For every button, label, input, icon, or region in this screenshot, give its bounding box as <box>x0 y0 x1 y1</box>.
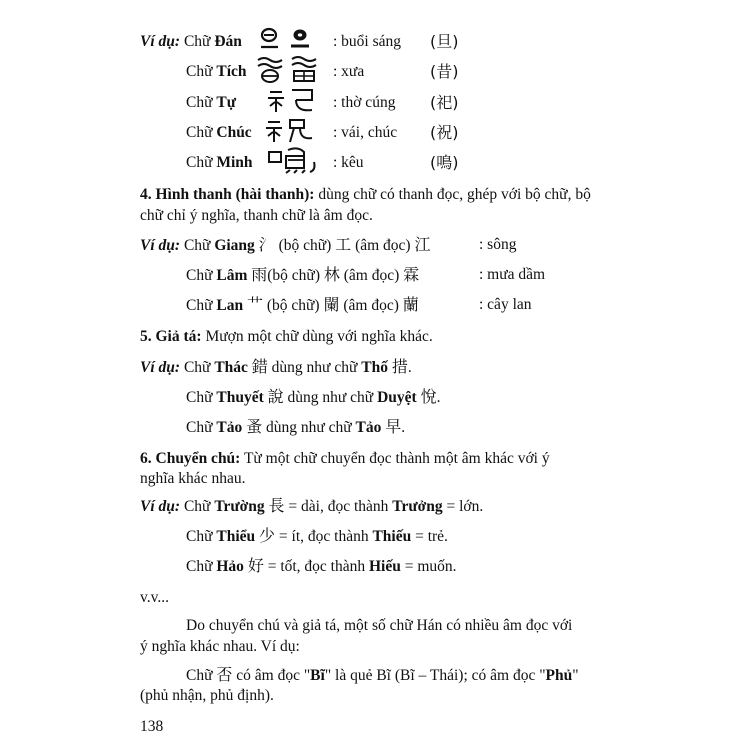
page-number: 138 <box>140 718 164 735</box>
section-4-line2: chữ chỉ ý nghĩa, thanh chữ là âm đọc. <box>140 207 373 224</box>
hanzi-tu: (祀) <box>430 93 459 112</box>
row-name: Tích <box>216 63 247 80</box>
section-6-line1 <box>140 449 550 469</box>
section-6-row-thieu <box>186 526 448 547</box>
row-name2: Thiếu <box>372 528 412 545</box>
meaning-tu: : thờ cúng <box>333 94 396 111</box>
row-prefix: Chữ <box>186 558 217 575</box>
row-char: 好 <box>247 556 264 575</box>
para2-bi: Bĩ <box>310 667 325 684</box>
closing-para2-line1 <box>186 665 579 686</box>
row-char: 錯 <box>251 357 268 376</box>
row-char2: 早 <box>385 417 402 436</box>
seal-tich-icon <box>254 54 324 86</box>
am-doc: (âm đọc) <box>343 297 399 314</box>
row-name2: Duyệt <box>377 389 417 406</box>
sound-char: 工 <box>335 235 352 254</box>
row-name: Chúc <box>216 124 252 141</box>
section-4-line1 <box>140 185 620 205</box>
vi-du-label: Ví dụ: <box>140 498 181 515</box>
row-char: 長 <box>268 496 285 515</box>
row-name: Minh <box>216 154 253 171</box>
row-end: . <box>407 359 412 376</box>
vv-text: v.v... <box>140 589 169 606</box>
row-prefix: Chữ <box>183 498 215 515</box>
bo-chu: (bộ chữ) <box>266 297 320 314</box>
row-mid: dùng như chữ <box>283 389 378 406</box>
row-prefix: Chữ <box>186 124 217 141</box>
row-name: Thuyết <box>216 389 264 406</box>
seal-tu-icon <box>266 86 326 116</box>
row-end: = muốn. <box>400 558 457 575</box>
section-6-line2: nghĩa khác nhau. <box>140 470 246 487</box>
row-name: Tảo <box>216 419 243 436</box>
meaning-minh: : kêu <box>333 154 364 171</box>
seal-minh-icon <box>266 146 326 178</box>
row-prefix: Chữ <box>186 419 217 436</box>
section-6-heading: 6. Chuyển chú: <box>140 450 241 467</box>
meaning-lam: : mưa dầm <box>479 266 546 283</box>
row-end: . <box>401 419 406 436</box>
example-row-dan <box>140 32 242 52</box>
result-char: 江 <box>414 235 431 254</box>
para2-char: 否 <box>216 665 233 684</box>
am-doc: (âm đọc) <box>343 267 400 284</box>
bo-chu: (bộ chữ) <box>278 237 332 254</box>
row-char2: 悅 <box>420 387 437 406</box>
example-row-tu <box>186 93 236 113</box>
row-char: 蚤 <box>246 417 263 436</box>
row-prefix: Chữ <box>186 154 217 171</box>
section-4-row-lan <box>186 295 419 316</box>
meaning-lan: : cây lan <box>479 296 532 313</box>
row-name: Trường <box>214 498 265 515</box>
am-doc: (âm đọc) <box>355 237 411 254</box>
section-4-row-lam <box>186 265 419 286</box>
row-mid: = tốt, đọc thành <box>263 558 369 575</box>
row-mid: dùng như chữ <box>267 359 362 376</box>
row-name: Thiểu <box>216 528 256 545</box>
hanzi-tich: (昔) <box>430 62 459 81</box>
seal-dan-icon <box>258 26 320 52</box>
row-mid: = dài, đọc thành <box>284 498 393 515</box>
section-5-line <box>140 327 433 347</box>
row-prefix: Chữ <box>183 359 215 376</box>
section-5-row-thuyet <box>186 387 440 408</box>
row-name: Đán <box>214 33 242 50</box>
row-name: Giang <box>214 237 255 254</box>
para2-a: Chữ <box>186 667 217 684</box>
row-name: Tự <box>216 94 237 111</box>
row-prefix: Chữ <box>183 33 215 50</box>
row-end: = lớn. <box>442 498 484 515</box>
section-6-row-truong <box>140 496 483 517</box>
row-name: Lâm <box>216 267 248 284</box>
row-char: 少 <box>259 526 276 545</box>
section-6-row-hao <box>186 556 457 577</box>
section-4-row-giang <box>140 235 430 256</box>
row-name2: Thố <box>361 359 388 376</box>
section-5-row-thac <box>140 357 412 378</box>
section-5-text: Mượn một chữ dùng với nghĩa khác. <box>201 328 433 345</box>
row-prefix: Chữ <box>186 389 217 406</box>
row-name2: Tảo <box>355 419 382 436</box>
row-prefix: Chữ <box>186 267 217 284</box>
example-row-tich <box>186 62 247 82</box>
row-char: 說 <box>267 387 284 406</box>
row-prefix: Chữ <box>186 297 217 314</box>
example-row-chuc <box>186 123 252 143</box>
row-prefix: Chữ <box>186 63 217 80</box>
section-6-text: Từ một chữ chuyển đọc thành một âm khác với ý <box>240 450 550 467</box>
para2-phu: Phủ <box>545 667 573 684</box>
closing-para1-line1: Do chuyển chú và giả tá, một số chữ Hán có nhiều âm đọc với <box>186 617 573 634</box>
row-end: . <box>436 389 441 406</box>
para2-b: có âm đọc " <box>232 667 311 684</box>
row-prefix: Chữ <box>186 94 217 111</box>
row-char2: 措 <box>391 357 408 376</box>
section-4-text: dùng chữ có thanh đọc, ghép với bộ chữ, bộ <box>314 186 591 203</box>
radical: 氵 <box>258 235 275 254</box>
row-name: Hảo <box>216 558 244 575</box>
row-mid: = ít, đọc thành <box>275 528 373 545</box>
radical: 艹 <box>246 295 263 314</box>
bo-chu: (bộ chữ) <box>267 267 320 284</box>
radical: 雨 <box>251 265 268 284</box>
row-prefix: Chữ <box>183 237 215 254</box>
meaning-giang: : sông <box>479 236 517 253</box>
row-name2: Hiếu <box>369 558 401 575</box>
row-name2: Trưởng <box>392 498 443 515</box>
meaning-dan: : buổi sáng <box>333 33 402 50</box>
vi-du-label: Ví dụ: <box>140 33 181 50</box>
vi-du-label: Ví dụ: <box>140 237 181 254</box>
vi-du-label: Ví dụ: <box>140 359 181 376</box>
row-name: Lan <box>216 297 244 314</box>
closing-para1-line2: ý nghĩa khác nhau. Ví dụ: <box>140 638 300 655</box>
sound-char: 林 <box>323 265 340 284</box>
row-mid: dùng như chữ <box>262 419 356 436</box>
row-prefix: Chữ <box>186 528 217 545</box>
section-5-row-tao <box>186 417 405 438</box>
sound-char: 闌 <box>323 295 340 314</box>
row-name: Thác <box>214 359 248 376</box>
hanzi-chuc: (祝) <box>430 123 459 142</box>
example-row-minh <box>186 153 253 173</box>
meaning-chuc: : vái, chúc <box>333 124 398 141</box>
hanzi-dan: (旦) <box>430 32 459 51</box>
seal-chuc-icon <box>264 116 324 146</box>
para2-c: " là quẻ Bĩ (Bĩ – Thái); có âm đọc " <box>324 667 546 684</box>
hanzi-minh: (鳴) <box>430 153 459 172</box>
meaning-tich: : xưa <box>333 63 365 80</box>
para2-d: " <box>572 667 579 684</box>
result-char: 霖 <box>403 265 420 284</box>
result-char: 蘭 <box>402 295 419 314</box>
closing-para2-line2: (phủ nhận, phủ định). <box>140 687 274 704</box>
section-5-heading: 5. Giả tá: <box>140 328 202 345</box>
section-4-heading: 4. Hình thanh (hài thanh): <box>140 186 315 203</box>
row-end: = trẻ. <box>411 528 448 545</box>
